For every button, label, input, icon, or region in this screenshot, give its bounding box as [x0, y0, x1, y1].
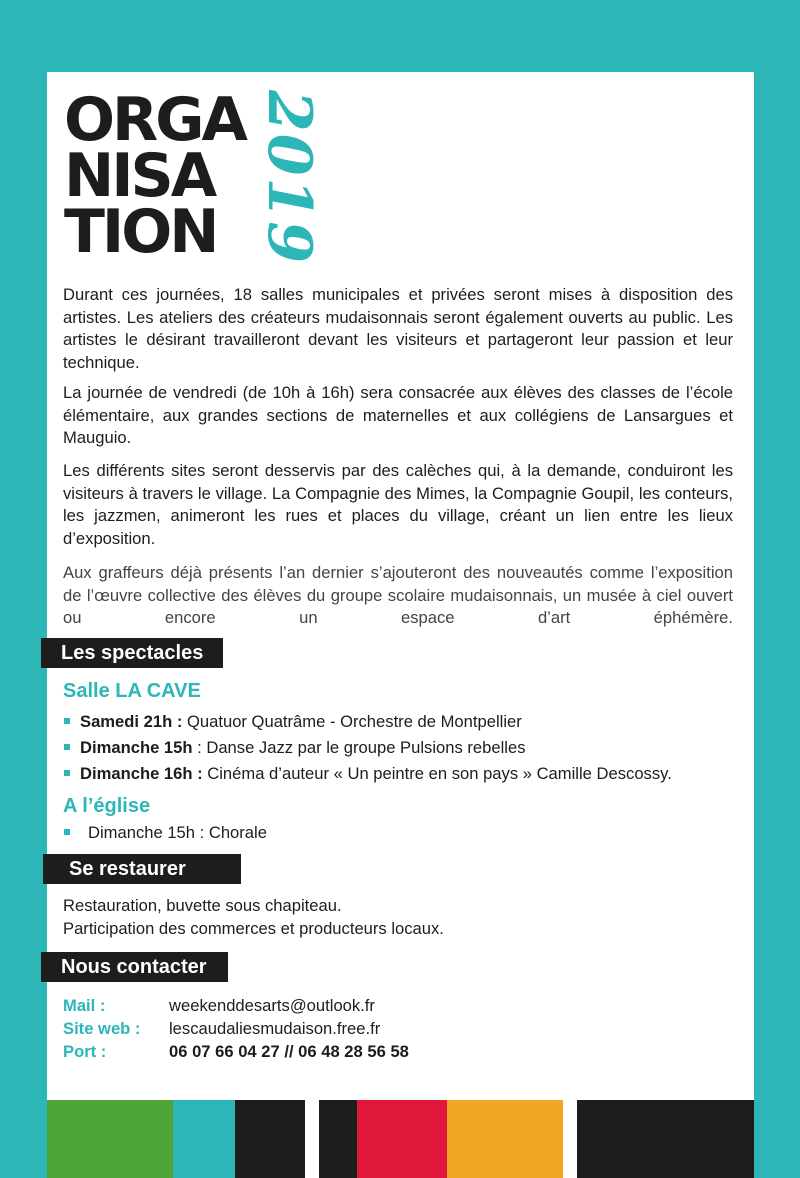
strip-black-2	[319, 1100, 357, 1178]
contact-phone-row: Port : 06 07 66 04 27 // 06 48 28 56 58	[63, 1042, 409, 1061]
bullet-square	[64, 829, 70, 835]
strip-orange	[447, 1100, 563, 1178]
mail-link[interactable]: weekenddesarts@outlook.fr	[169, 996, 375, 1015]
color-strip-footer	[47, 1100, 754, 1178]
event-item: Samedi 21h : Quatuor Quatrâme - Orchestre de Montpellier	[63, 712, 753, 732]
event-item: Dimanche 15h : Danse Jazz par le groupe Pulsions rebelles	[63, 738, 753, 758]
contact-block	[63, 994, 733, 1063]
strip-green	[47, 1100, 173, 1178]
poster-sheet	[47, 72, 754, 1178]
contact-web-row: Site web : lescaudaliesmudaison.free.fr	[63, 1019, 381, 1038]
bullet-square	[64, 718, 70, 724]
title-line-1: ORGA	[64, 85, 245, 155]
website-link[interactable]: lescaudaliesmudaison.free.fr	[169, 1019, 381, 1038]
paragraph-caleches: Les différents sites seront desservis par des calèches qui, à la demande, conduiront les visiteurs à travers le village. La Compagnie des Mimes, la Compagnie Goupil, les conteurs, les jazzmen, animeront les rues et places du village, créant un lien entre les lieux d’exposition.	[63, 461, 733, 548]
year-2019: 2019	[254, 90, 324, 265]
strip-teal	[173, 1100, 235, 1178]
venue-eglise: A l’église	[63, 795, 151, 817]
strip-black-1	[235, 1100, 305, 1178]
bullet-square	[64, 744, 70, 750]
event-item: Dimanche 15h : Chorale	[63, 823, 753, 843]
contact-mail-row: Mail : weekenddesarts@outlook.fr	[63, 996, 375, 1015]
phone-numbers: 06 07 66 04 27 // 06 48 28 56 58	[169, 1042, 409, 1061]
paragraph-salles: Durant ces journées, 18 salles municipales et privées seront mises à disposition des artistes. Les ateliers des créateurs mudaisonnais seront également ouverts au public. Les artistes le désirant travailleront devant les visiteurs et partageront leur passion et leur technique.	[63, 285, 733, 372]
banner-spectacles: Les spectacles	[41, 638, 223, 668]
event-item: Dimanche 16h : Cinéma d’auteur « Un peintre en son pays » Camille Descossy.	[63, 764, 753, 784]
paragraph-graffeurs: Aux graffeurs déjà présents l’an dernier s’ajouteront des nouveautés comme l’exposition de l’œuvre collective des élèves du groupe scolaire mudaisonnais, un musée à ciel ouvert ou encore un espace d’art éphémère.	[63, 563, 733, 628]
title-line-3: TION	[64, 197, 217, 267]
paragraph-vendredi: La journée de vendredi (de 10h à 16h) sera consacrée aux élèves des classes de l’école élémentaire, aux grandes sections de maternelles et aux collégiens de Lansargues et Mauguio.	[63, 383, 733, 448]
bullet-square	[64, 770, 70, 776]
strip-white-1	[305, 1100, 319, 1178]
strip-red	[357, 1100, 447, 1178]
strip-white-2	[563, 1100, 577, 1178]
banner-restaurer: Se restaurer	[43, 854, 241, 884]
strip-black-3	[577, 1100, 754, 1178]
title-line-2: NISA	[64, 141, 215, 211]
banner-contact: Nous contacter	[41, 952, 228, 982]
venue-salle-la-cave: Salle LA CAVE	[63, 680, 201, 702]
restauration-text: Restauration, buvette sous chapiteau. Participation des commerces et producteurs locaux.	[63, 896, 444, 938]
